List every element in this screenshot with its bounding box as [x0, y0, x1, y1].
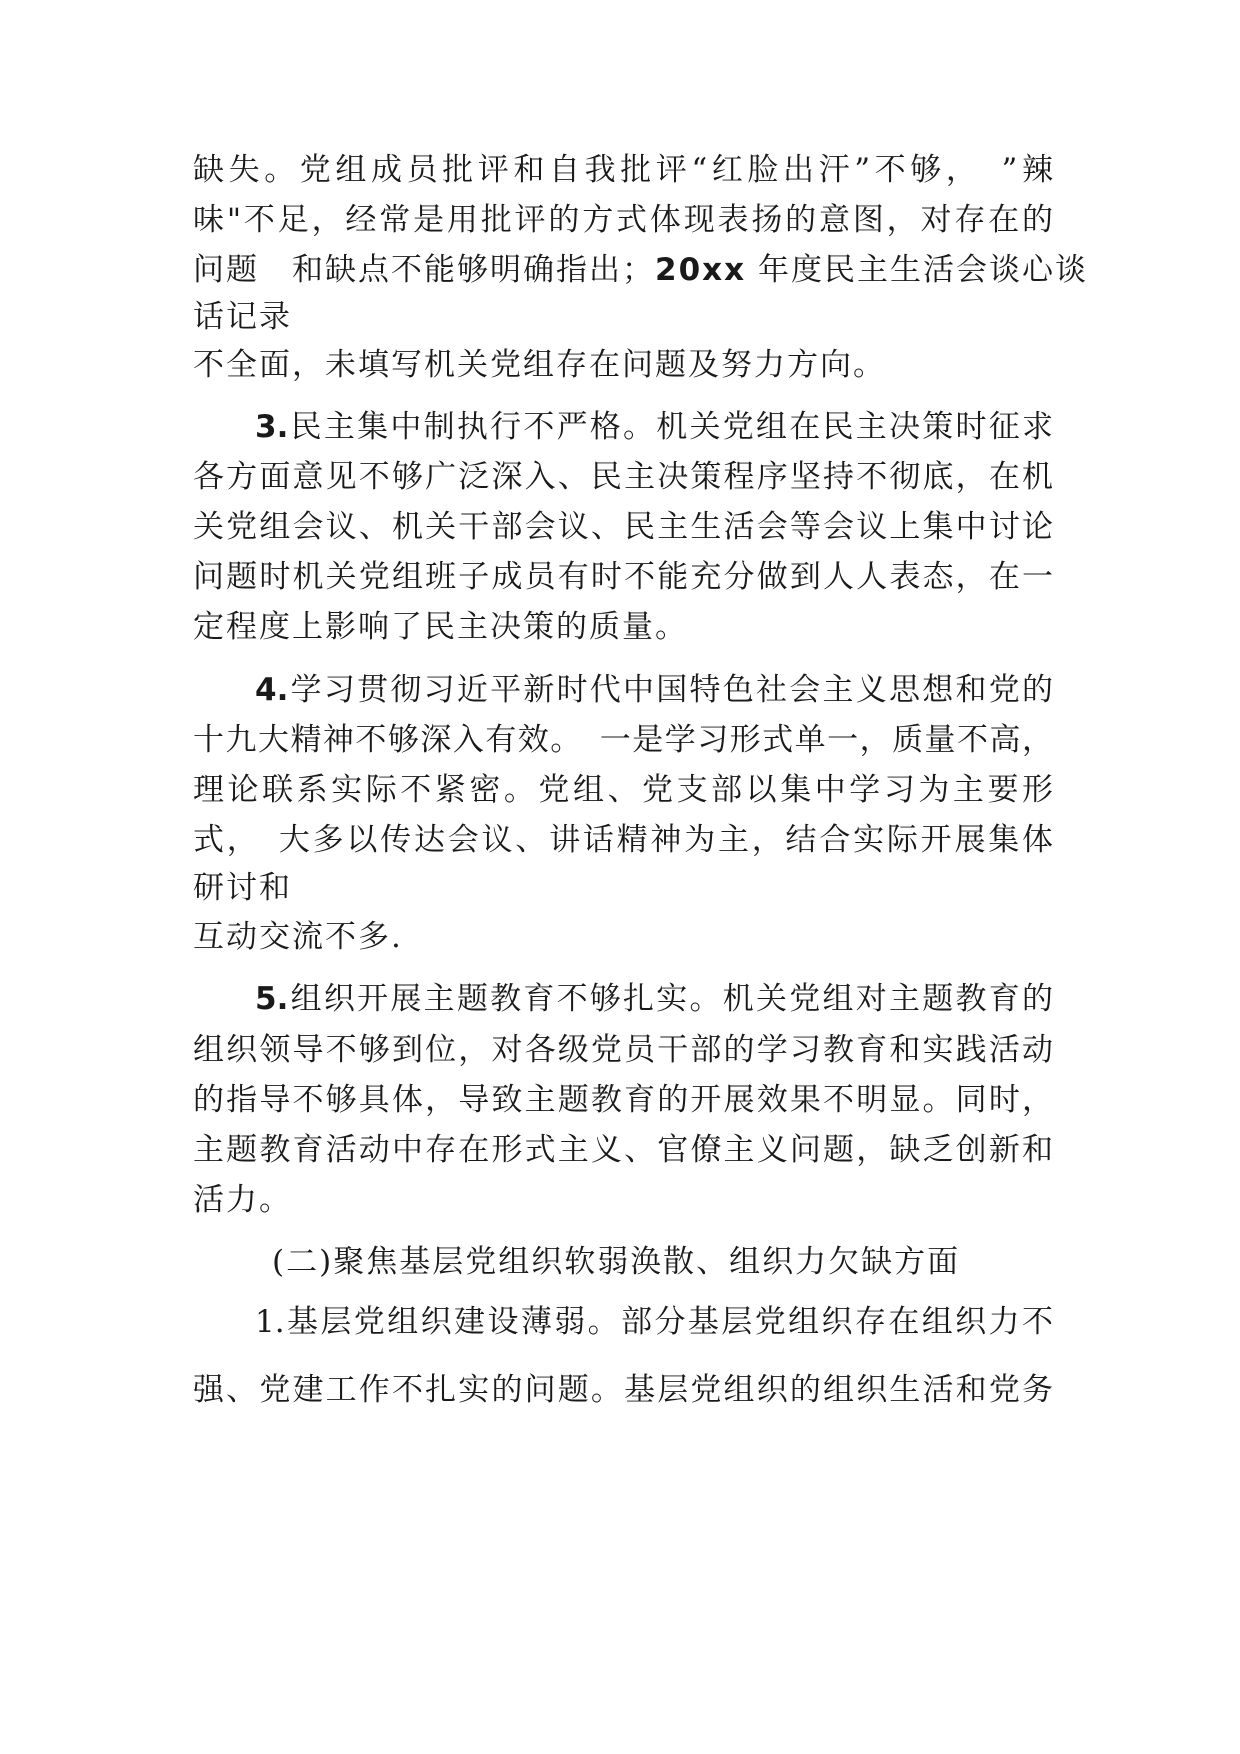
text-segment: 问题 和缺点不能够明确指出； — [193, 252, 655, 288]
text-line — [193, 250, 1088, 290]
text-line: 主题教育活动中存在形式主义、官僚主义问题，缺乏创新和 — [193, 1132, 1053, 1168]
text-line: 味"不足，经常是用批评的方式体现表扬的意图，对存在的 — [193, 202, 1053, 238]
text-segment: 组织开展主题教育不够扎实。机关党组对主题教育的 — [288, 981, 1053, 1017]
text-line: 话记录 — [193, 299, 292, 335]
paragraph-3-first-line — [255, 407, 1053, 447]
text-line: 的指导不够具体，导致主题教育的开展效果不明显。同时， — [193, 1082, 1053, 1118]
paragraph-4-first-line — [255, 670, 1053, 710]
text-line: 互动交流不多. — [193, 919, 403, 955]
paragraph-number: 3. — [255, 409, 289, 445]
section-heading: (二)聚焦基层党组织软弱涣散、组织力欠缺方面 — [272, 1244, 961, 1280]
text-line: 研讨和 — [193, 870, 292, 906]
text-segment: 学习贯彻习近平新时代中国特色社会主义思想和党的 — [288, 672, 1053, 708]
text-line: 理论联系实际不紧密。党组、党支部以集中学习为主要形 — [193, 772, 1053, 808]
paragraph-number: 5. — [255, 981, 289, 1017]
text-line: 定程度上影响了民主决策的质量。 — [193, 609, 688, 645]
text-segment: 年度民主生活会谈心谈 — [758, 252, 1088, 288]
text-line: 组织领导不够到位，对各级党员干部的学习教育和实践活动 — [193, 1032, 1053, 1068]
text-line: 1.基层党组织建设薄弱。部分基层党组织存在组织力不 — [255, 1304, 1053, 1340]
text-line: 关党组会议、机关干部会议、民主生活会等会议上集中讨论 — [193, 509, 1053, 545]
text-line: 问题时机关党组班子成员有时不能充分做到人人表态，在一 — [193, 559, 1053, 595]
text-line: 式， 大多以传达会议、讲话精神为主，结合实际开展集体 — [193, 822, 1053, 858]
text-line: 缺失。党组成员批评和自我批评“红脸出汗”不够， ”辣 — [193, 152, 1053, 188]
paragraph-5-first-line — [255, 979, 1053, 1019]
text-line: 各方面意见不够广泛深入、民主决策程序坚持不彻底，在机 — [193, 459, 1053, 495]
paragraph-number: 4. — [255, 672, 289, 708]
text-line: 强、党建工作不扎实的问题。基层党组织的组织生活和党务 — [193, 1372, 1053, 1408]
text-segment: 民主集中制执行不严格。机关党组在民主决策时征求 — [288, 409, 1053, 445]
text-line: 十九大精神不够深入有效。 一是学习形式单一，质量不高， — [193, 722, 1053, 758]
text-line: 活力。 — [193, 1182, 292, 1218]
text-line: 不全面，未填写机关党组存在问题及努力方向。 — [193, 347, 886, 383]
year-text: 20xx — [655, 252, 747, 288]
